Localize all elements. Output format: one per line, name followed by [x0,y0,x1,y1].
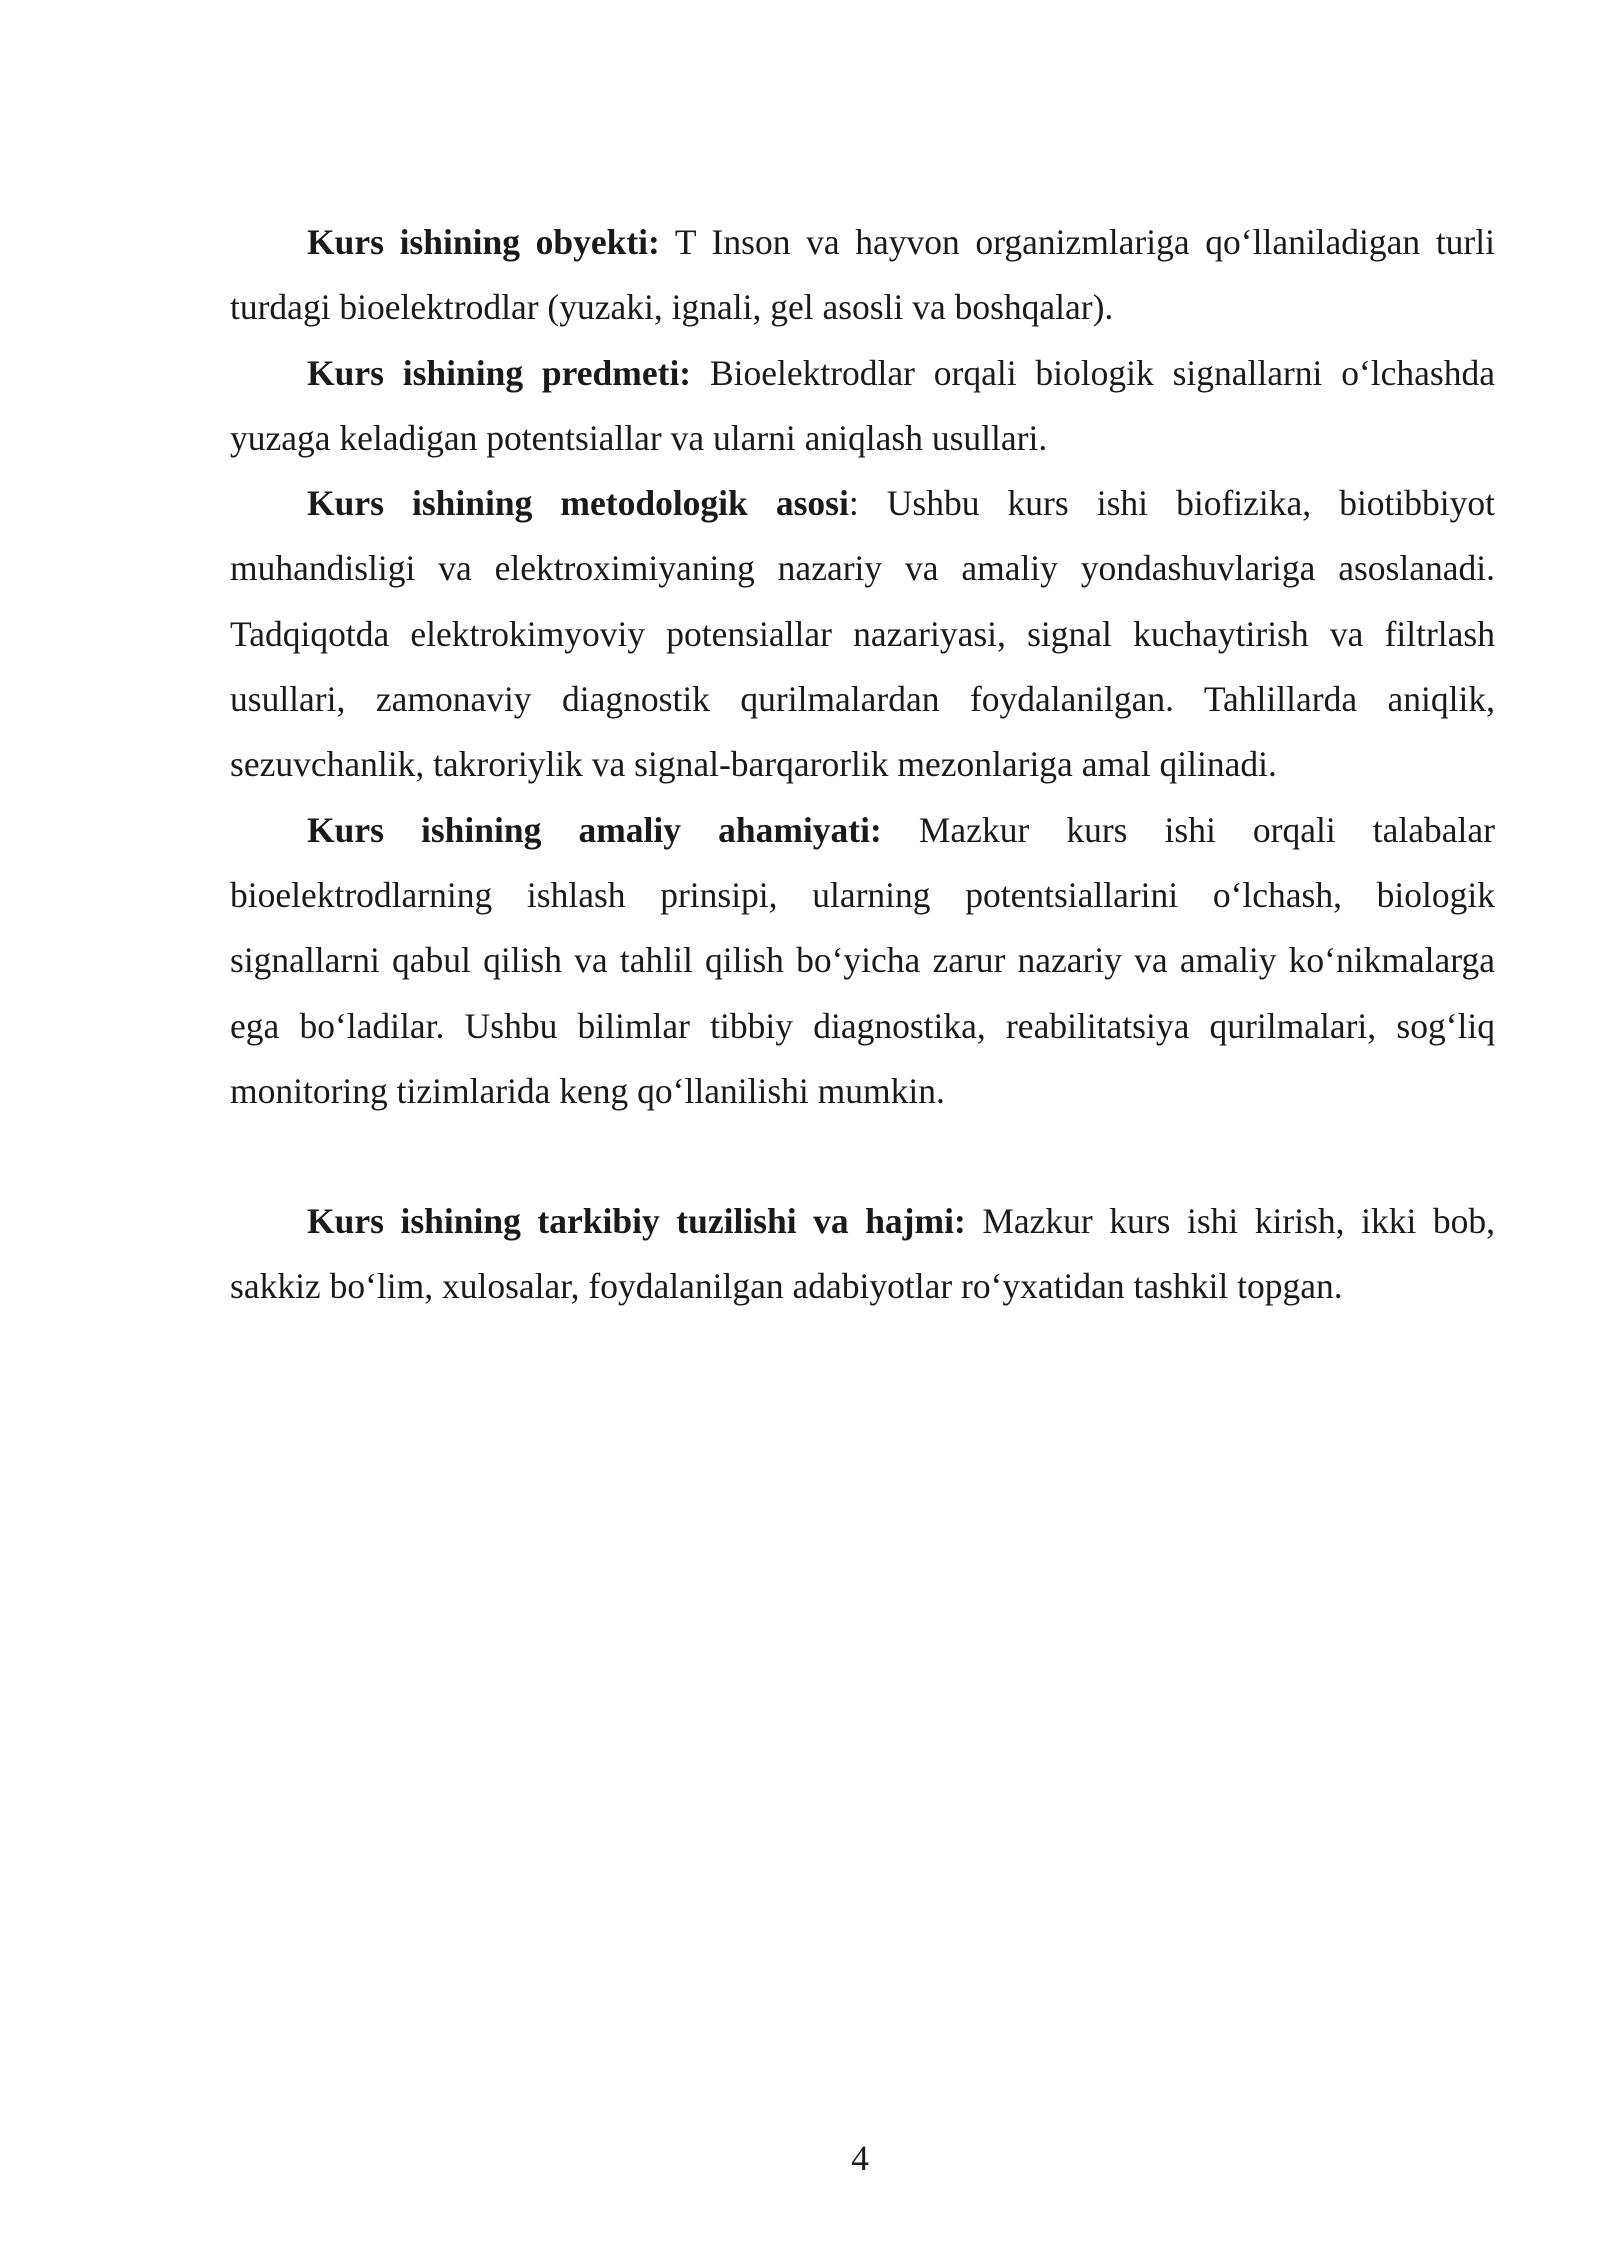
paragraph-heading: Kurs ishining metodologik asosi [307,483,849,524]
paragraph-spacer [230,1124,1495,1189]
paragraph-body: : Ushbu kurs ishi biofizika, biotibbiyot muhandisligi va elektroximiyaning nazariy va amaliy yondashuvlariga asoslanadi. Tadqiqotda elektrokimyoviy potensiallar nazariyasi, signal kuchaytirish va filtrlash usullari, zamonaviy diagnostik qurilmalardan foydalanilgan. Tahlillarda aniqlik, sezuvchanlik, takroriylik va signal-barqarorlik mezonlariga amal qilinadi. [230,483,1496,785]
paragraph-body: Mazkur kurs ishi orqali talabalar bioelektrodlarning ishlash prinsipi, ularning potentsiallarini o‘lchash, biologik signallarni qabul qilish va tahlil qilish bo‘yicha zarur nazariy va amaliy ko‘nikmalarga ega bo‘ladilar. Ushbu bilimlar tibbiy diagnostika, reabilitatsiya qurilmalari, sog‘liq monitoring tizimlarida keng qo‘llanilishi mumkin. [230,809,1495,1111]
paragraph-object [230,210,1495,341]
paragraph-body: Mazkur kurs ishi kirish, ikki bob, sakkiz bo‘lim, xulosalar, foydalanilgan adabiyotlar ro‘yxatidan tashkil topgan. [230,1201,1495,1307]
paragraph-heading: Kurs ishining predmeti: [307,352,692,393]
paragraph-practical-significance [230,798,1495,1124]
page-content [230,210,1495,1320]
paragraph-heading: Kurs ishining obyekti: [307,222,660,262]
paragraph-methodology [230,471,1495,797]
paragraph-body: Bioelektrodlar orqali biologik signallarni o‘lchashda yuzaga keladigan potentsiallar va ularni aniqlash usullari. [230,352,1496,458]
paragraph-heading: Kurs ishining amaliy ahamiyati: [307,809,882,850]
paragraph-subject [230,341,1495,472]
page-number: 4 [851,2138,869,2178]
paragraph-structure [230,1189,1495,1320]
paragraph-body: T Inson va hayvon organizmlariga qo‘llaniladigan turli turdagi bioelektrodlar (yuzaki, ignali, gel asosli va boshqalar). [230,222,1495,328]
paragraph-heading: Kurs ishining tarkibiy tuzilishi va hajmi: [307,1201,966,1242]
